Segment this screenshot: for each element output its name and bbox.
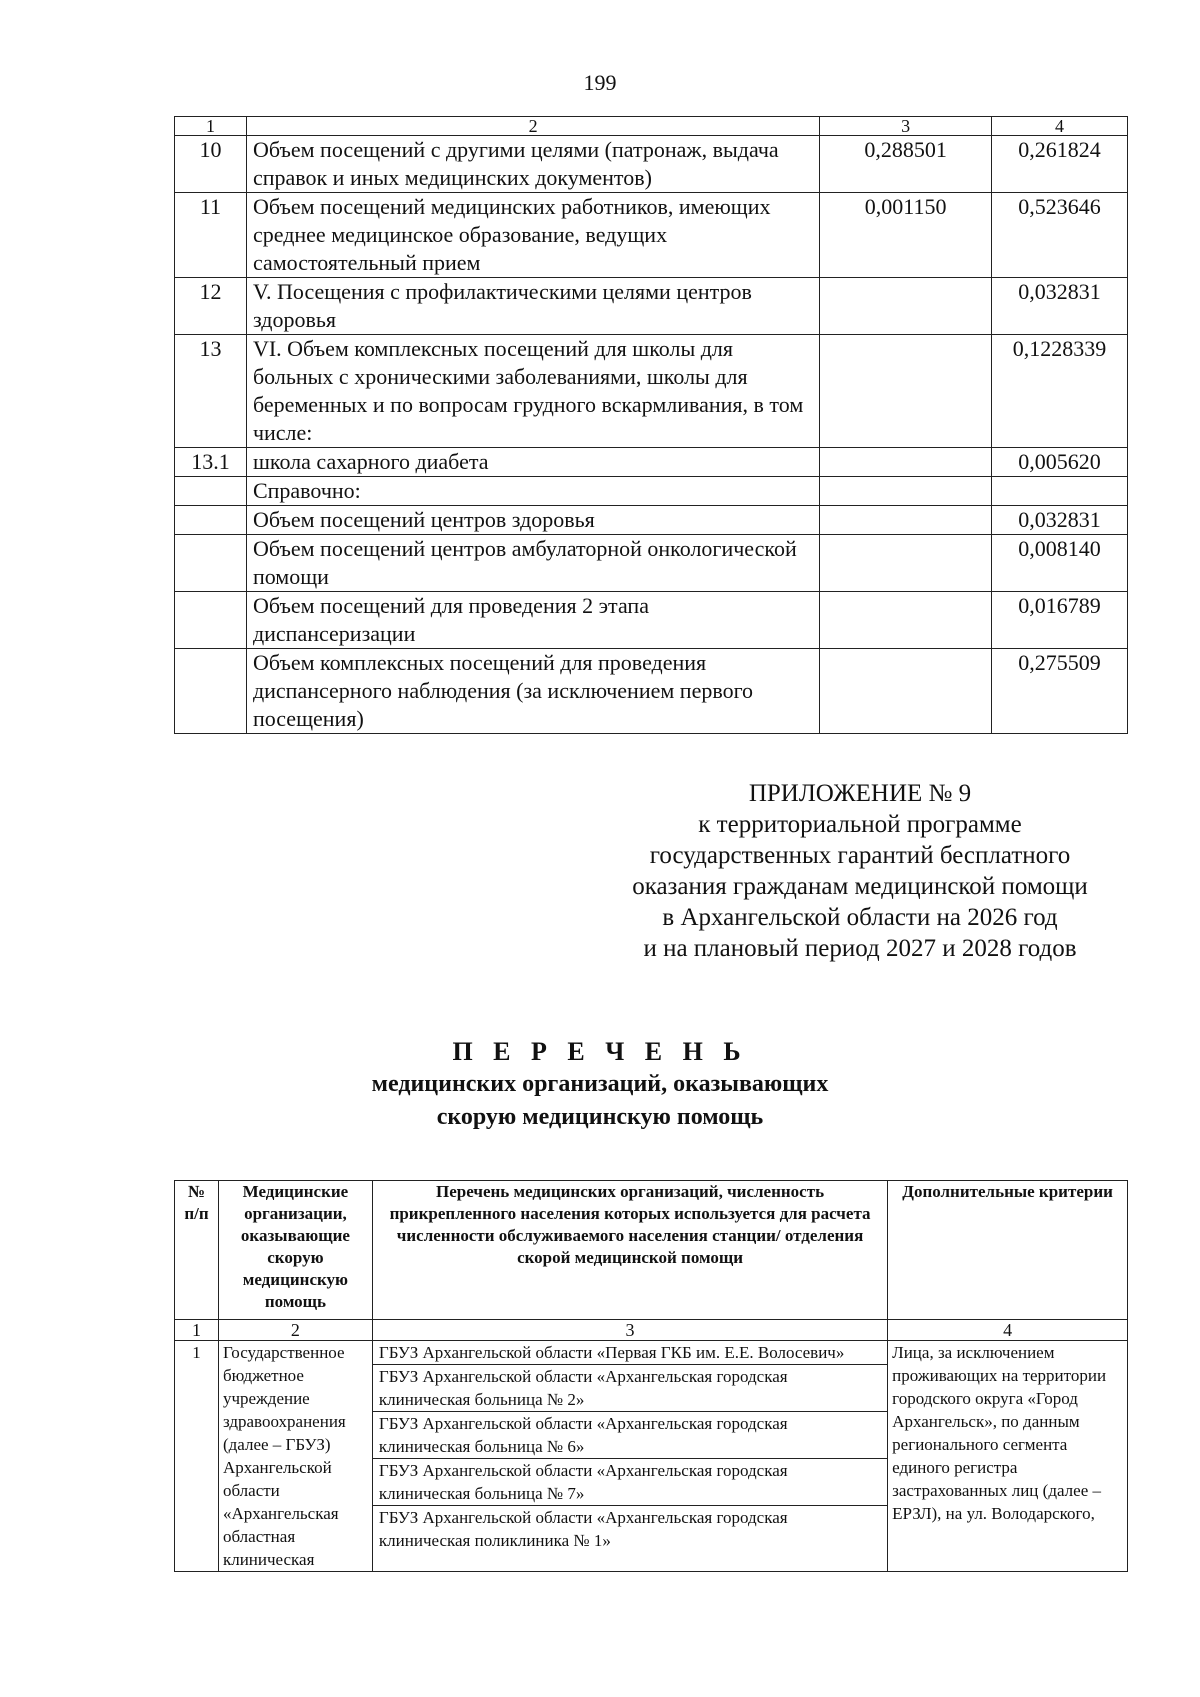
row-value-2: 0,016789 <box>992 592 1128 649</box>
row-value-2: 0,008140 <box>992 535 1128 592</box>
criteria: Лица, за исключением проживающих на территории городского округа «Город Архангельск», по данным регионального сегмента единого регистра застрахованных лиц (далее – ЕРЗЛ), на ул. Володарского, <box>888 1341 1128 1572</box>
row-number <box>175 649 247 734</box>
appendix-line: к территориальной программе <box>698 811 1022 838</box>
header-cell: 1 <box>175 117 247 136</box>
list-item: ГБУЗ Архангельской области «Архангельская городская клиническая больница № 7» <box>373 1459 887 1506</box>
organizations-table <box>174 1180 1128 1572</box>
row-text: школа сахарного диабета <box>246 448 819 477</box>
list-item: ГБУЗ Архангельской области «Первая ГКБ им. Е.Е. Волосевич» <box>373 1341 887 1365</box>
page-number: 199 <box>583 70 617 95</box>
table-row <box>175 649 1128 734</box>
row-value-2: 0,032831 <box>992 278 1128 335</box>
table-row <box>175 506 1128 535</box>
row-value-1: 0,288501 <box>820 136 992 193</box>
row-number <box>175 477 247 506</box>
title-main: П Е Р Е Ч Е Н Ь <box>452 1037 748 1066</box>
row-value-1 <box>820 535 992 592</box>
appendix-line: в Архангельской области на 2026 год <box>662 904 1058 931</box>
header-cell: № п/п <box>175 1181 219 1320</box>
title-line: медицинских организаций, оказывающих <box>371 1071 829 1097</box>
row-value-2 <box>992 477 1128 506</box>
document-title <box>0 1035 1200 1134</box>
row-number <box>175 506 247 535</box>
row-text: Объем посещений центров здоровья <box>246 506 819 535</box>
list-item: ГБУЗ Архангельской области «Архангельская городская клиническая больница № 6» <box>373 1412 887 1459</box>
row-value-1 <box>820 649 992 734</box>
column-number: 3 <box>372 1320 887 1341</box>
table-row <box>175 1341 1128 1572</box>
row-value-2: 0,032831 <box>992 506 1128 535</box>
row-number: 10 <box>175 136 247 193</box>
row-number <box>175 592 247 649</box>
row-number: 11 <box>175 193 247 278</box>
table-row <box>175 448 1128 477</box>
table-row <box>175 335 1128 448</box>
row-text: Объем посещений медицинских работников, имеющих среднее медицинское образование, ведущих самостоятельный прием <box>246 193 819 278</box>
column-number: 4 <box>888 1320 1128 1341</box>
row-value-2: 0,523646 <box>992 193 1128 278</box>
row-text: VI. Объем комплексных посещений для школы для больных с хроническими заболеваниями, школы для беременных и по вопросам грудного вскармливания, в том числе: <box>246 335 819 448</box>
row-text: Объем посещений для проведения 2 этапа диспансеризации <box>246 592 819 649</box>
row-text: Справочно: <box>246 477 819 506</box>
appendix-heading <box>580 778 1140 964</box>
table-header-row <box>175 1181 1128 1320</box>
table-row <box>175 477 1128 506</box>
row-value-1 <box>820 278 992 335</box>
volume-table <box>174 116 1128 734</box>
column-number: 1 <box>175 1320 219 1341</box>
row-value-1 <box>820 506 992 535</box>
list-item: ГБУЗ Архангельской области «Архангельская городская клиническая больница № 2» <box>373 1365 887 1412</box>
row-number <box>175 535 247 592</box>
header-cell: Медицинские организации, оказывающие скорую медицинскую помощь <box>218 1181 372 1320</box>
column-number: 2 <box>218 1320 372 1341</box>
appendix-line: ПРИЛОЖЕНИЕ № 9 <box>748 780 972 807</box>
row-text: Объем посещений центров амбулаторной онкологической помощи <box>246 535 819 592</box>
row-text: V. Посещения с профилактическими целями центров здоровья <box>246 278 819 335</box>
table-row <box>175 136 1128 193</box>
table-header-row <box>175 117 1128 136</box>
appendix-line: и на плановый период 2027 и 2028 годов <box>643 935 1077 962</box>
table-row <box>175 535 1128 592</box>
row-number: 12 <box>175 278 247 335</box>
org-name: Государственное бюджетное учреждение здравоохранения (далее – ГБУЗ) Архангельской области «Архангельская областная клиническая <box>218 1341 372 1572</box>
table-row <box>175 278 1128 335</box>
header-cell: Перечень медицинских организаций, численность прикрепленного населения которых используется для расчета численности обслуживаемого населения станции/ отделения скорой медицинской помощи <box>372 1181 887 1320</box>
table-row <box>175 193 1128 278</box>
header-cell: 2 <box>246 117 819 136</box>
appendix-line: оказания гражданам медицинской помощи <box>632 873 1088 900</box>
row-number: 13.1 <box>175 448 247 477</box>
row-value-1 <box>820 477 992 506</box>
row-value-2: 0,1228339 <box>992 335 1128 448</box>
row-value-2: 0,275509 <box>992 649 1128 734</box>
table-row <box>175 592 1128 649</box>
header-cell: 3 <box>820 117 992 136</box>
title-line: скорую медицинскую помощь <box>436 1104 764 1130</box>
row-number: 1 <box>175 1341 219 1572</box>
column-number-row <box>175 1320 1128 1341</box>
appendix-line: государственных гарантий бесплатного <box>649 842 1071 869</box>
row-text: Объем посещений с другими целями (патронаж, выдача справок и иных медицинских документов) <box>246 136 819 193</box>
attached-orgs-list <box>372 1341 887 1572</box>
header-cell: 4 <box>992 117 1128 136</box>
row-value-1 <box>820 335 992 448</box>
header-cell: Дополнительные критерии <box>888 1181 1128 1320</box>
row-value-2: 0,261824 <box>992 136 1128 193</box>
row-text: Объем комплексных посещений для проведения диспансерного наблюдения (за исключением первого посещения) <box>246 649 819 734</box>
row-value-2: 0,005620 <box>992 448 1128 477</box>
row-value-1 <box>820 448 992 477</box>
row-value-1 <box>820 592 992 649</box>
list-item: ГБУЗ Архангельской области «Архангельская городская клиническая поликлиника № 1» <box>378 1508 788 1550</box>
row-number: 13 <box>175 335 247 448</box>
row-value-1: 0,001150 <box>820 193 992 278</box>
